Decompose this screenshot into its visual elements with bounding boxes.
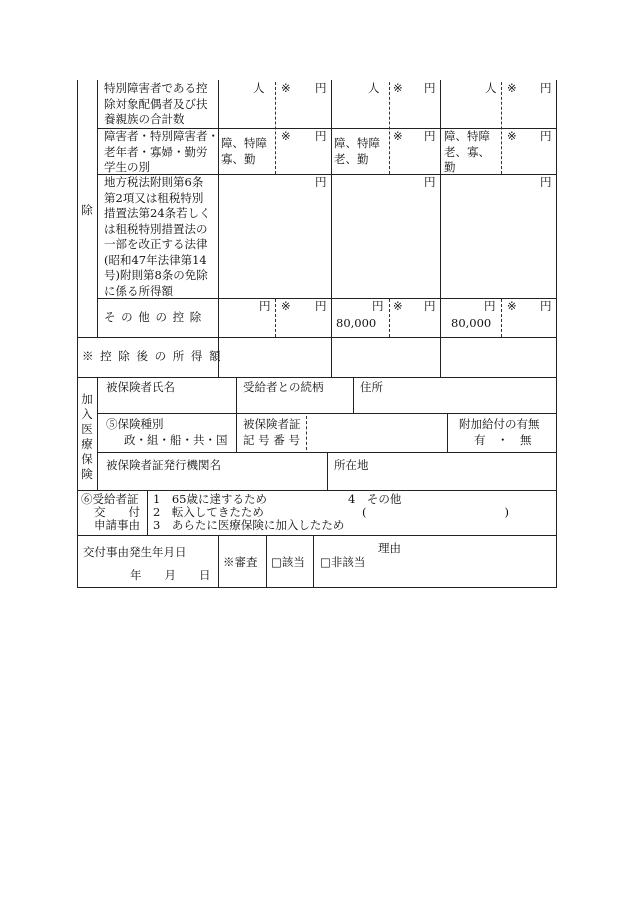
reason-label: 理由 [378,541,401,555]
insurance-type-label: ⑤保険種別 [106,417,164,431]
insured-name-label: 被保険者氏名 [106,380,175,394]
table-right-border [556,80,557,588]
unit-yen: 円 [315,175,327,189]
extra-benefit-label: 附加給付の有無 [459,417,540,431]
special-disabled-label: 特別障害者である控 除対象配偶者及び扶 養親族の合計数 [104,81,208,126]
label-divider [218,80,219,377]
unit-yen: 円 [424,299,436,313]
insurance-divider [97,377,98,490]
col1-divider [331,80,332,377]
issuer-label: 被保険者証発行機関名 [106,458,221,472]
note-mark: ※ [507,81,517,95]
unit-person: 人 [368,81,380,95]
applicable-checkbox[interactable]: □該当 [271,555,305,569]
issue-reason-label: 交 付 [94,505,140,519]
date-format: 年 月 日 [130,568,211,582]
unit-yen: 円 [540,299,552,313]
note-mark: ※ [393,81,403,95]
after-deduction-label: ※ 控 除 後 の 所 得 額 [82,349,223,363]
unit-yen: 円 [424,81,436,95]
col-divider [147,490,148,535]
unit-yen: 円 [315,81,327,95]
unit-yen: 円 [372,299,384,313]
unit-yen: 円 [424,129,436,143]
insurance-type-options: 政・組・船・共・国 [124,433,228,447]
deduction-section-label: 除 [81,203,93,217]
extra-benefit-options: 有 ・ 無 [474,433,532,447]
not-applicable-checkbox[interactable]: □非該当 [320,555,366,569]
reason-other-paren: ( ) [362,505,509,519]
dashed-separator [389,82,390,174]
location-label: 所在地 [334,458,369,472]
dashed-separator [501,82,502,174]
reason-item: 3 あらたに医療保険に加入したため [153,518,345,532]
unit-yen: 円 [540,129,552,143]
note-mark: ※ [393,299,403,313]
dashed-separator [389,299,390,337]
category-options: 障、特障 寡、勤 [221,136,267,166]
reason-other: 4 その他 [348,492,402,506]
note-mark: ※ [507,299,517,313]
row-line [77,535,556,536]
category-label: 障害者・特別障害者・ 老年者・寡婦・勤労 学生の別 [104,129,219,174]
other-deduction-amount: 80,000 [451,316,492,330]
category-options: 障、特障 老、寡、 勤 [444,129,490,174]
unit-person: 人 [253,81,265,95]
dashed-separator [275,299,276,337]
col-divider [327,452,328,490]
note-mark: ※ [393,129,403,143]
dashed-separator [306,416,307,450]
unit-yen: 円 [484,299,496,313]
reason-item: 2 転入してきたため [153,505,264,519]
unit-yen: 円 [424,175,436,189]
col2-divider [440,80,441,377]
row-line [77,377,556,378]
address-label: 住所 [360,380,383,394]
col-divider [236,377,237,452]
col-divider [313,535,314,587]
unit-person: 人 [485,81,497,95]
note-mark: ※ [281,81,291,95]
local-tax-label: 地方税法附則第6条 第2項又は租税特別 措置法第24条若しく は租税特別措置法の 一部を改正する法律 (昭和47年法律第14 号)附則第8条の免除 に係る所得額 [104,175,211,298]
col-divider [447,413,448,452]
col-divider [218,535,219,587]
category-options: 障、特障 老、勤 [334,136,380,166]
note-mark: ※ [281,129,291,143]
dashed-separator [275,82,276,174]
unit-yen: 円 [315,299,327,313]
issue-reason-label: ⑥受給者証 [81,492,139,506]
issue-reason-label: 申請事由 [94,518,140,532]
row-line [97,413,556,414]
unit-yen: 円 [315,129,327,143]
dashed-separator [501,299,502,337]
insurance-section-label: 加 入 医 療 保 険 [81,392,93,481]
col-divider [353,377,354,413]
relation-label: 受給者との続柄 [243,380,324,394]
reason-item: 1 65歳に達するため [153,492,267,506]
col-divider [266,535,267,587]
date-label: 交付事由発生年月日 [83,545,187,559]
cert-number-label: 記 号 番 号 [243,433,300,447]
row-line [77,337,556,338]
table-bottom-border [77,587,556,588]
cert-label: 被保険者証 [243,417,301,431]
unit-yen: 円 [540,81,552,95]
unit-yen: 円 [540,175,552,189]
note-mark: ※ [281,299,291,313]
table-left-border [77,80,78,588]
note-mark: ※ [507,129,517,143]
other-deduction-label: そ の 他 の 控 除 [104,310,203,324]
unit-yen: 円 [259,299,271,313]
row-line [77,490,556,491]
review-label: ※審査 [223,555,258,569]
other-deduction-amount: 80,000 [336,316,377,330]
